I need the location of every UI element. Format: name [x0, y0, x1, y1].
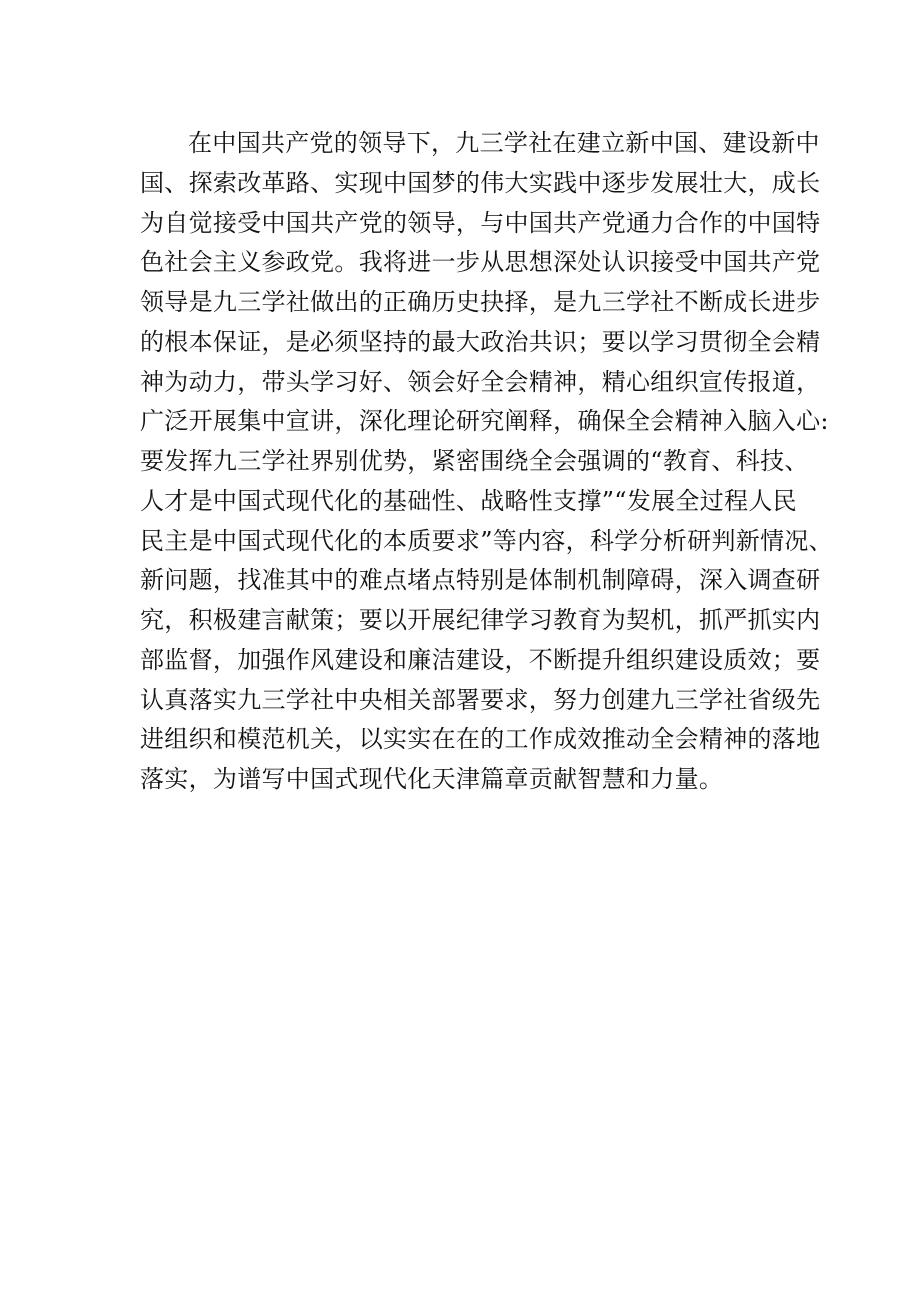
paragraph-line: 广泛开展集中宣讲，深化理论研究阐释，确保全会精神入脑入心:: [140, 407, 829, 436]
paragraph-line: 进组织和模范机关，以实实在在的工作成效推动全会精神的落地: [140, 725, 821, 754]
paragraph-line: 的根本保证，是必须坚持的最大政治共识；要以学习贯彻全会精: [140, 327, 821, 356]
paragraph-line: 人才是中国式现代化的基础性、战略性支撑”“发展全过程人民: [140, 486, 797, 515]
paragraph-line: 色社会主义参政党。我将进一步从思想深处认识接受中国共产党: [140, 248, 821, 277]
body-paragraph: [140, 124, 833, 800]
paragraph-line: 领导是九三学社做出的正确历史抉择，是九三学社不断成长进步: [140, 288, 821, 316]
paragraph-line: 在中国共产党的领导下，九三学社在建立新中国、建设新中: [188, 129, 820, 157]
paragraph-line: 神为动力，带头学习好、领会好全会精神，精心组织宣传报道，: [140, 367, 821, 396]
paragraph-line: 认真落实九三学社中央相关部署要求，努力创建九三学社省级先: [140, 685, 821, 714]
paragraph-line: 部监督，加强作风建设和廉洁建设，不断提升组织建设质效；要: [140, 645, 821, 674]
paragraph-line: 要发挥九三学社界别优势，紧密围绕全会强调的“教育、科技、: [140, 447, 809, 475]
paragraph-line: 究，积极建言献策；要以开展纪律学习教育为契机，抓严抓实内: [140, 606, 821, 634]
paragraph-line: 民主是中国式现代化的本质要求”等内容，科学分析研判新情况、: [140, 526, 833, 555]
paragraph-line: 新问题，找准其中的难点堵点特别是体制机制障碍，深入调查研: [140, 566, 821, 595]
paragraph-line: 为自觉接受中国共产党的领导，与中国共产党通力合作的中国特: [140, 208, 821, 237]
paragraph-line: 落实，为谱写中国式现代化天津篇章贡献智慧和力量。: [140, 765, 724, 793]
paragraph-line: 国、探索改革路、实现中国梦的伟大实践中逐步发展壮大，成长: [140, 168, 821, 197]
